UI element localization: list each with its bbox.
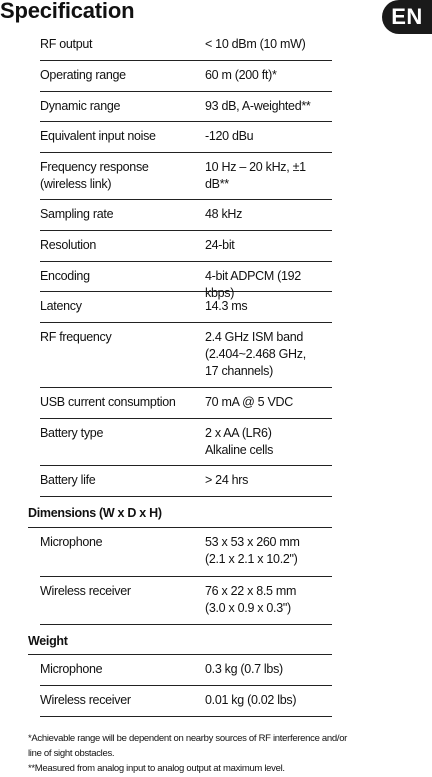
spec-label: Microphone — [40, 535, 103, 549]
spec-value: -120 dBu — [205, 129, 254, 143]
footnotes — [28, 731, 348, 776]
spec-value: 0.01 kg (0.02 lbs) — [205, 693, 297, 707]
spec-row-rf-frequency — [40, 323, 332, 388]
spec-table — [28, 30, 332, 717]
spec-row-resolution — [40, 231, 332, 262]
spec-value: 60 m (200 ft)* — [205, 68, 277, 82]
spec-label: USB current consumption — [40, 395, 176, 409]
spec-label: Battery life — [40, 473, 96, 487]
language-badge: EN — [382, 0, 432, 34]
spec-label: RF output — [40, 37, 93, 51]
spec-row-rf-output — [40, 30, 332, 61]
spec-value: 2.4 GHz ISM band (2.404~2.468 GHz, 17 channels) — [205, 330, 306, 378]
spec-value: 76 x 22 x 8.5 mm (3.0 x 0.9 x 0.3") — [205, 584, 297, 615]
spec-row-weight-microphone — [40, 655, 332, 686]
spec-row-encoding — [40, 262, 332, 300]
spec-row-equivalent-input-noise — [40, 122, 332, 153]
spec-row-dimensions-receiver — [40, 577, 332, 625]
section-weight — [28, 625, 332, 655]
spec-row-operating-range — [40, 61, 332, 92]
spec-row-weight-receiver — [40, 686, 332, 717]
page-title: Specification — [0, 0, 135, 23]
spec-label: Sampling rate — [40, 207, 114, 221]
spec-label: Operating range — [40, 68, 126, 82]
spec-value: 14.3 ms — [205, 299, 248, 313]
spec-row-frequency-response — [40, 153, 332, 200]
spec-label: RF frequency — [40, 330, 112, 344]
spec-value: 10 Hz – 20 kHz, ±1 dB** — [205, 160, 306, 191]
spec-row-dynamic-range — [40, 92, 332, 122]
spec-label: Resolution — [40, 238, 97, 252]
spec-value: 2 x AA (LR6) Alkaline cells — [205, 426, 274, 457]
spec-label: Frequency response (wireless link) — [40, 160, 149, 191]
spec-value: 93 dB, A-weighted** — [205, 99, 311, 113]
spec-row-sampling-rate — [40, 200, 332, 231]
section-dimensions — [28, 497, 332, 528]
section-heading: Weight — [28, 634, 68, 648]
spec-value: > 24 hrs — [205, 473, 249, 487]
section-heading: Dimensions (W x D x H) — [28, 506, 162, 520]
spec-label: Microphone — [40, 662, 103, 676]
spec-row-latency — [40, 292, 332, 323]
spec-label: Wireless receiver — [40, 584, 131, 598]
spec-label: Dynamic range — [40, 99, 121, 113]
spec-label: Battery type — [40, 426, 104, 440]
spec-row-dimensions-microphone — [40, 528, 332, 577]
spec-value: 53 x 53 x 260 mm (2.1 x 2.1 x 10.2") — [205, 535, 300, 566]
spec-label: Latency — [40, 299, 82, 313]
spec-label: Wireless receiver — [40, 693, 131, 707]
spec-label: Equivalent input noise — [40, 129, 156, 143]
spec-row-battery-type — [40, 419, 332, 466]
spec-value: 70 mA @ 5 VDC — [205, 395, 293, 409]
spec-row-usb-current — [40, 388, 332, 419]
spec-value: 4-bit ADPCM (192 kbps) — [205, 269, 301, 300]
footnote-measurement: **Measured from analog input to analog output at maximum level. — [28, 763, 285, 774]
spec-value: 24-bit — [205, 238, 235, 252]
spec-row-battery-life — [40, 466, 332, 497]
footnote-range: *Achievable range will be dependent on nearby sources of RF interference and/or line of sight obstacles. — [28, 733, 348, 759]
spec-value: 0.3 kg (0.7 lbs) — [205, 662, 283, 676]
spec-label: Encoding — [40, 269, 90, 283]
spec-value: 48 kHz — [205, 207, 243, 221]
spec-value: < 10 dBm (10 mW) — [205, 37, 306, 51]
